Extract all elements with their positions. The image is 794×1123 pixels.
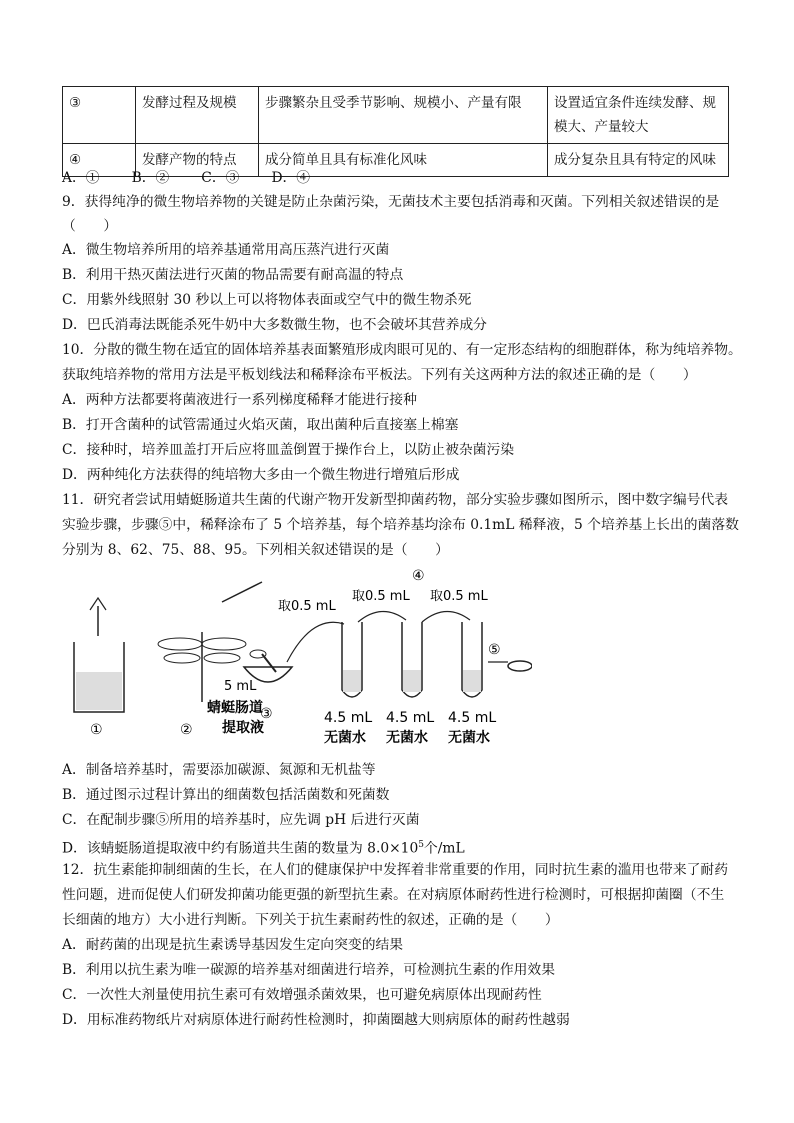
extract-label-2: 提取液 xyxy=(222,720,264,736)
q10-stem-2: 获取纯培养物的常用方法是平板划线法和稀释涂布平板法。下列有关这两种方法的叙述正确的是（ ） xyxy=(62,367,697,383)
tube-2-water: 无菌水 xyxy=(386,730,428,746)
comparison-table xyxy=(62,86,729,177)
q12-option-a: A．耐药菌的出现是抗生素诱导基因发生定向突变的结果 xyxy=(62,937,404,953)
q11-stem-1: 11．研究者尝试用蜻蜓肠道共生菌的代谢产物开发新型抑菌药物，部分实验步骤如图所示，图中数字编号代表 xyxy=(62,492,729,508)
q12-option-d: D．用标准药物纸片对病原体进行耐药性检测时，抑菌圈越大则病原体的耐药性越弱 xyxy=(62,1012,570,1028)
step-1-label: ① xyxy=(90,722,103,738)
q11-option-a: A．制备培养基时，需要添加碳源、氮源和无机盐等 xyxy=(62,762,376,778)
step-5-label: ⑤ xyxy=(488,642,501,658)
q12-stem-1: 12．抗生素能抑制细菌的生长，在人们的健康保护中发挥着非常重要的作用，同时抗生素的滥用也带来了耐药 xyxy=(62,862,729,878)
test-tube-1 xyxy=(342,622,362,697)
take-label-1: 取0.5 mL xyxy=(278,599,336,614)
q9-option-b: B．利用干热灭菌法进行灭菌的物品需要有耐高温的特点 xyxy=(62,267,404,283)
arrow-to-tube-3 xyxy=(422,611,470,622)
q9-option-a: A．微生物培养所用的培养基通常用高压蒸汽进行灭菌 xyxy=(62,242,390,258)
q11-stem-3: 分别为 8、62、75、88、95。下列相关叙述错误的是（ ） xyxy=(62,542,449,558)
q10-option-d: D．两种纯化方法获得的纯培物大多由一个微生物进行增殖后形成 xyxy=(62,467,460,483)
q9-blank: （ ） xyxy=(62,218,118,234)
option-a: A．① xyxy=(62,170,100,186)
q11-option-b: B．通过图示过程计算出的细菌数包括活菌数和死菌数 xyxy=(62,787,390,803)
table-cell-modern: 设置适宜条件连续发酵、规模大、产量较大 xyxy=(548,87,729,144)
mortar-icon xyxy=(244,650,292,682)
table-cell-num: ③ xyxy=(63,87,136,144)
q12-option-c: C．一次性大剂量使用抗生素可有效增强杀菌效果，也可避免病原体出现耐药性 xyxy=(62,987,542,1003)
q10-stem-1: 10．分散的微生物在适宜的固体培养基表面繁殖形成肉眼可见的、有一定形态结构的细胞群体，称为纯培养物。 xyxy=(62,342,742,358)
q9-option-d: D．巴氏消毒法既能杀死牛奶中大多数微生物，也不会破坏其营养成分 xyxy=(62,317,487,333)
step-2-label: ② xyxy=(180,722,193,738)
option-d: D．④ xyxy=(271,170,311,186)
q12-option-b: B．利用以抗生素为唯一碳源的培养基对细菌进行培养，可检测抗生素的作用效果 xyxy=(62,962,556,978)
beaker-icon xyxy=(74,598,124,712)
q11-option-c: C．在配制步骤⑤所用的培养基时，应先调 pH 后进行灭菌 xyxy=(62,812,420,828)
q12-stem-3: 长细菌的地方）大小进行判断。下列关于抗生素耐药性的叙述，正确的是（ ） xyxy=(62,912,559,928)
q11-stem-2: 实验步骤，步骤⑤中，稀释涂布了 5 个培养基，每个培养基均涂布 0.1mL 稀释液，5 个培养基上长出的菌落数 xyxy=(62,517,739,533)
tube-2-volume: 4.5 mL xyxy=(386,710,435,726)
test-tube-2 xyxy=(402,622,422,697)
table-cell-modern: 成分复杂且具有特定的风味 xyxy=(548,144,729,177)
q11-option-d-text: D．该蜻蜓肠道提取液中约有肠道共生菌的数量为 8.0×10 xyxy=(62,840,419,857)
arrow-to-tube-2 xyxy=(358,611,406,622)
table-cell-traditional: 步骤繁杂且受季节影响、规模小、产量有限 xyxy=(259,87,548,144)
take-label-2: 取0.5 mL xyxy=(352,589,410,604)
q10-option-a: A．两种方法都要将菌液进行一系列梯度稀释才能进行接种 xyxy=(62,392,417,408)
table-cell-item: 发酵过程及规模 xyxy=(136,87,259,144)
step-4-label: ④ xyxy=(412,568,425,584)
volume-5ml-label: 5 mL xyxy=(224,679,257,694)
tube-1-volume: 4.5 mL xyxy=(324,710,373,726)
q11-option-d xyxy=(62,835,465,859)
experiment-figure xyxy=(62,562,532,752)
extract-label-1: 蜻蜓肠道 xyxy=(207,700,263,716)
table-row xyxy=(63,87,729,144)
petri-dish-icon xyxy=(508,661,532,671)
arrow-to-tube-1 xyxy=(287,622,344,662)
q8-options xyxy=(62,166,310,186)
table-cell-traditional: 成分简单且具有标准化风味 xyxy=(259,144,548,177)
q10-option-b: B．打开含菌种的试管需通过火焰灭菌，取出菌种后直接塞上棉塞 xyxy=(62,417,459,433)
table-cell-num: ④ xyxy=(63,144,136,177)
q10-option-c: C．接种时，培养皿盖打开后应将皿盖倒置于操作台上，以防止被杂菌污染 xyxy=(62,442,515,458)
q11-option-d-unit: 个/mL xyxy=(423,840,465,857)
step-3-label: ③ xyxy=(260,706,273,722)
tube-1-water: 无菌水 xyxy=(324,730,366,746)
option-c: C．③ xyxy=(201,170,240,186)
q11-option-d-exponent: 5 xyxy=(418,840,424,850)
table-cell-item: 发酵产物的特点 xyxy=(136,144,259,177)
take-label-3: 取0.5 mL xyxy=(430,589,488,604)
option-b: B．② xyxy=(131,170,170,186)
tube-3-volume: 4.5 mL xyxy=(448,710,497,726)
q9-option-c: C．用紫外线照射 30 秒以上可以将物体表面或空气中的微生物杀死 xyxy=(62,292,472,308)
q9-stem: 9．获得纯净的微生物培养物的关键是防止杂菌污染，无菌技术主要包括消毒和灭菌。下列相关叙述错误的是 xyxy=(62,194,720,210)
q12-stem-2: 性问题，进而促使人们研发抑菌功能更强的新型抗生素。在对病原体耐药性进行检测时，可根据抑菌圈（不生 xyxy=(62,887,725,903)
test-tube-3 xyxy=(462,622,482,697)
tube-3-water: 无菌水 xyxy=(448,730,490,746)
